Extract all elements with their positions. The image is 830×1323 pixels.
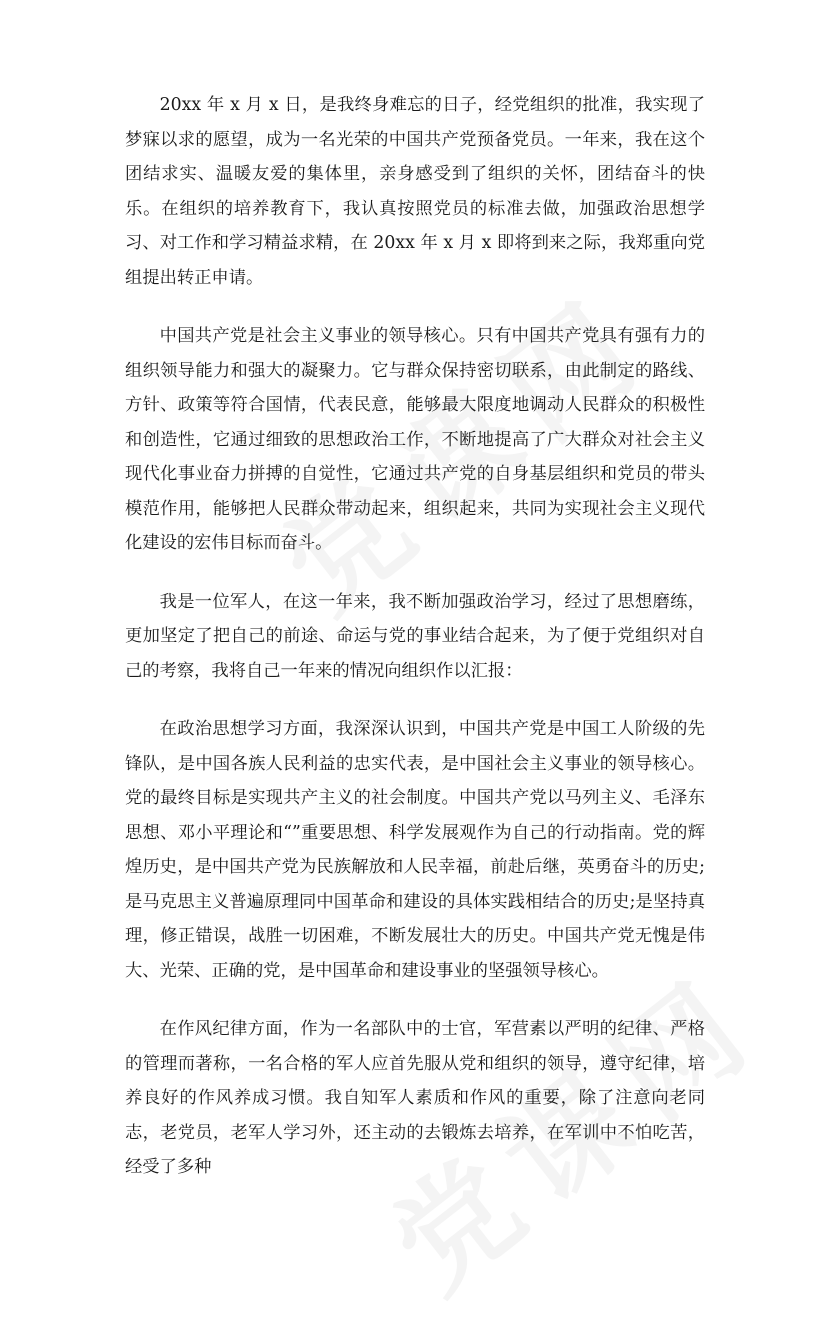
paragraph-4: 在政治思想学习方面，我深深认识到，中国共产党是中国工人阶级的先锋队，是中国各族人民利益的忠实代表，是中国社会主义事业的领导核心。党的最终目标是实现共产主义的社会制度。中国共产党以马列主义、毛泽东思想、邓小平理论和“”重要思想、科学发展观作为自己的行动指南。党的辉煌历史，是中国共产党为民族解放和人民幸福，前赴后继，英勇奋斗的历史;是马克思主义普遍原理同中国革命和建设的具体实践相结合的历史;是坚持真理，修正错误，战胜一切困难，不断发展壮大的历史。中国共产党无愧是伟大、光荣、正确的党，是中国革命和建设事业的坚强领导核心。 [125,719,705,981]
paragraph-2: 中国共产党是社会主义事业的领导核心。只有中国共产党具有强有力的组织领导能力和强大的凝聚力。它与群众保持密切联系，由此制定的路线、方针、政策等符合国情，代表民意，能够最大限度地调动人民群众的积极性和创造性，它通过细致的思想政治工作，不断地提高了广大群众对社会主义现代化事业奋力拼搏的自觉性，它通过共产党的自身基层组织和党员的带头模范作用，能够把人民群众带动起来，组织起来，共同为实现社会主义现代化建设的宏伟目标而奋斗。 [125,326,705,553]
document-body [125,88,705,1209]
paragraph-1: 20xx 年 x 月 x 日，是我终身难忘的日子，经党组织的批准，我实现了梦寐以求的愿望，成为一名光荣的中国共产党预备党员。一年来，我在这个团结求实、温暖友爱的集体里，亲身感受到了组织的关怀，团结奋斗的快乐。在组织的培养教育下，我认真按照党员的标准去做，加强政治思想学习、对工作和学习精益求精，在 20xx 年 x 月 x 即将到来之际，我郑重向党组提出转正申请。 [125,95,705,288]
paragraph-5: 在作风纪律方面，作为一名部队中的士官，军营素以严明的纪律、严格的管理而著称，一名合格的军人应首先服从党和组织的领导，遵守纪律，培养良好的作风养成习惯。我自知军人素质和作风的重要，除了注意向老同志，老党员，老军人学习外，还主动的去锻炼去培养，在军训中不怕吃苦，经受了多种 [125,1019,705,1177]
paragraph-3: 我是一位军人，在这一年来，我不断加强政治学习，经过了思想磨练，更加坚定了把自己的前途、命运与党的事业结合起来，为了便于党组织对自己的考察，我将自己一年来的情况向组织作以汇报： [125,591,705,681]
